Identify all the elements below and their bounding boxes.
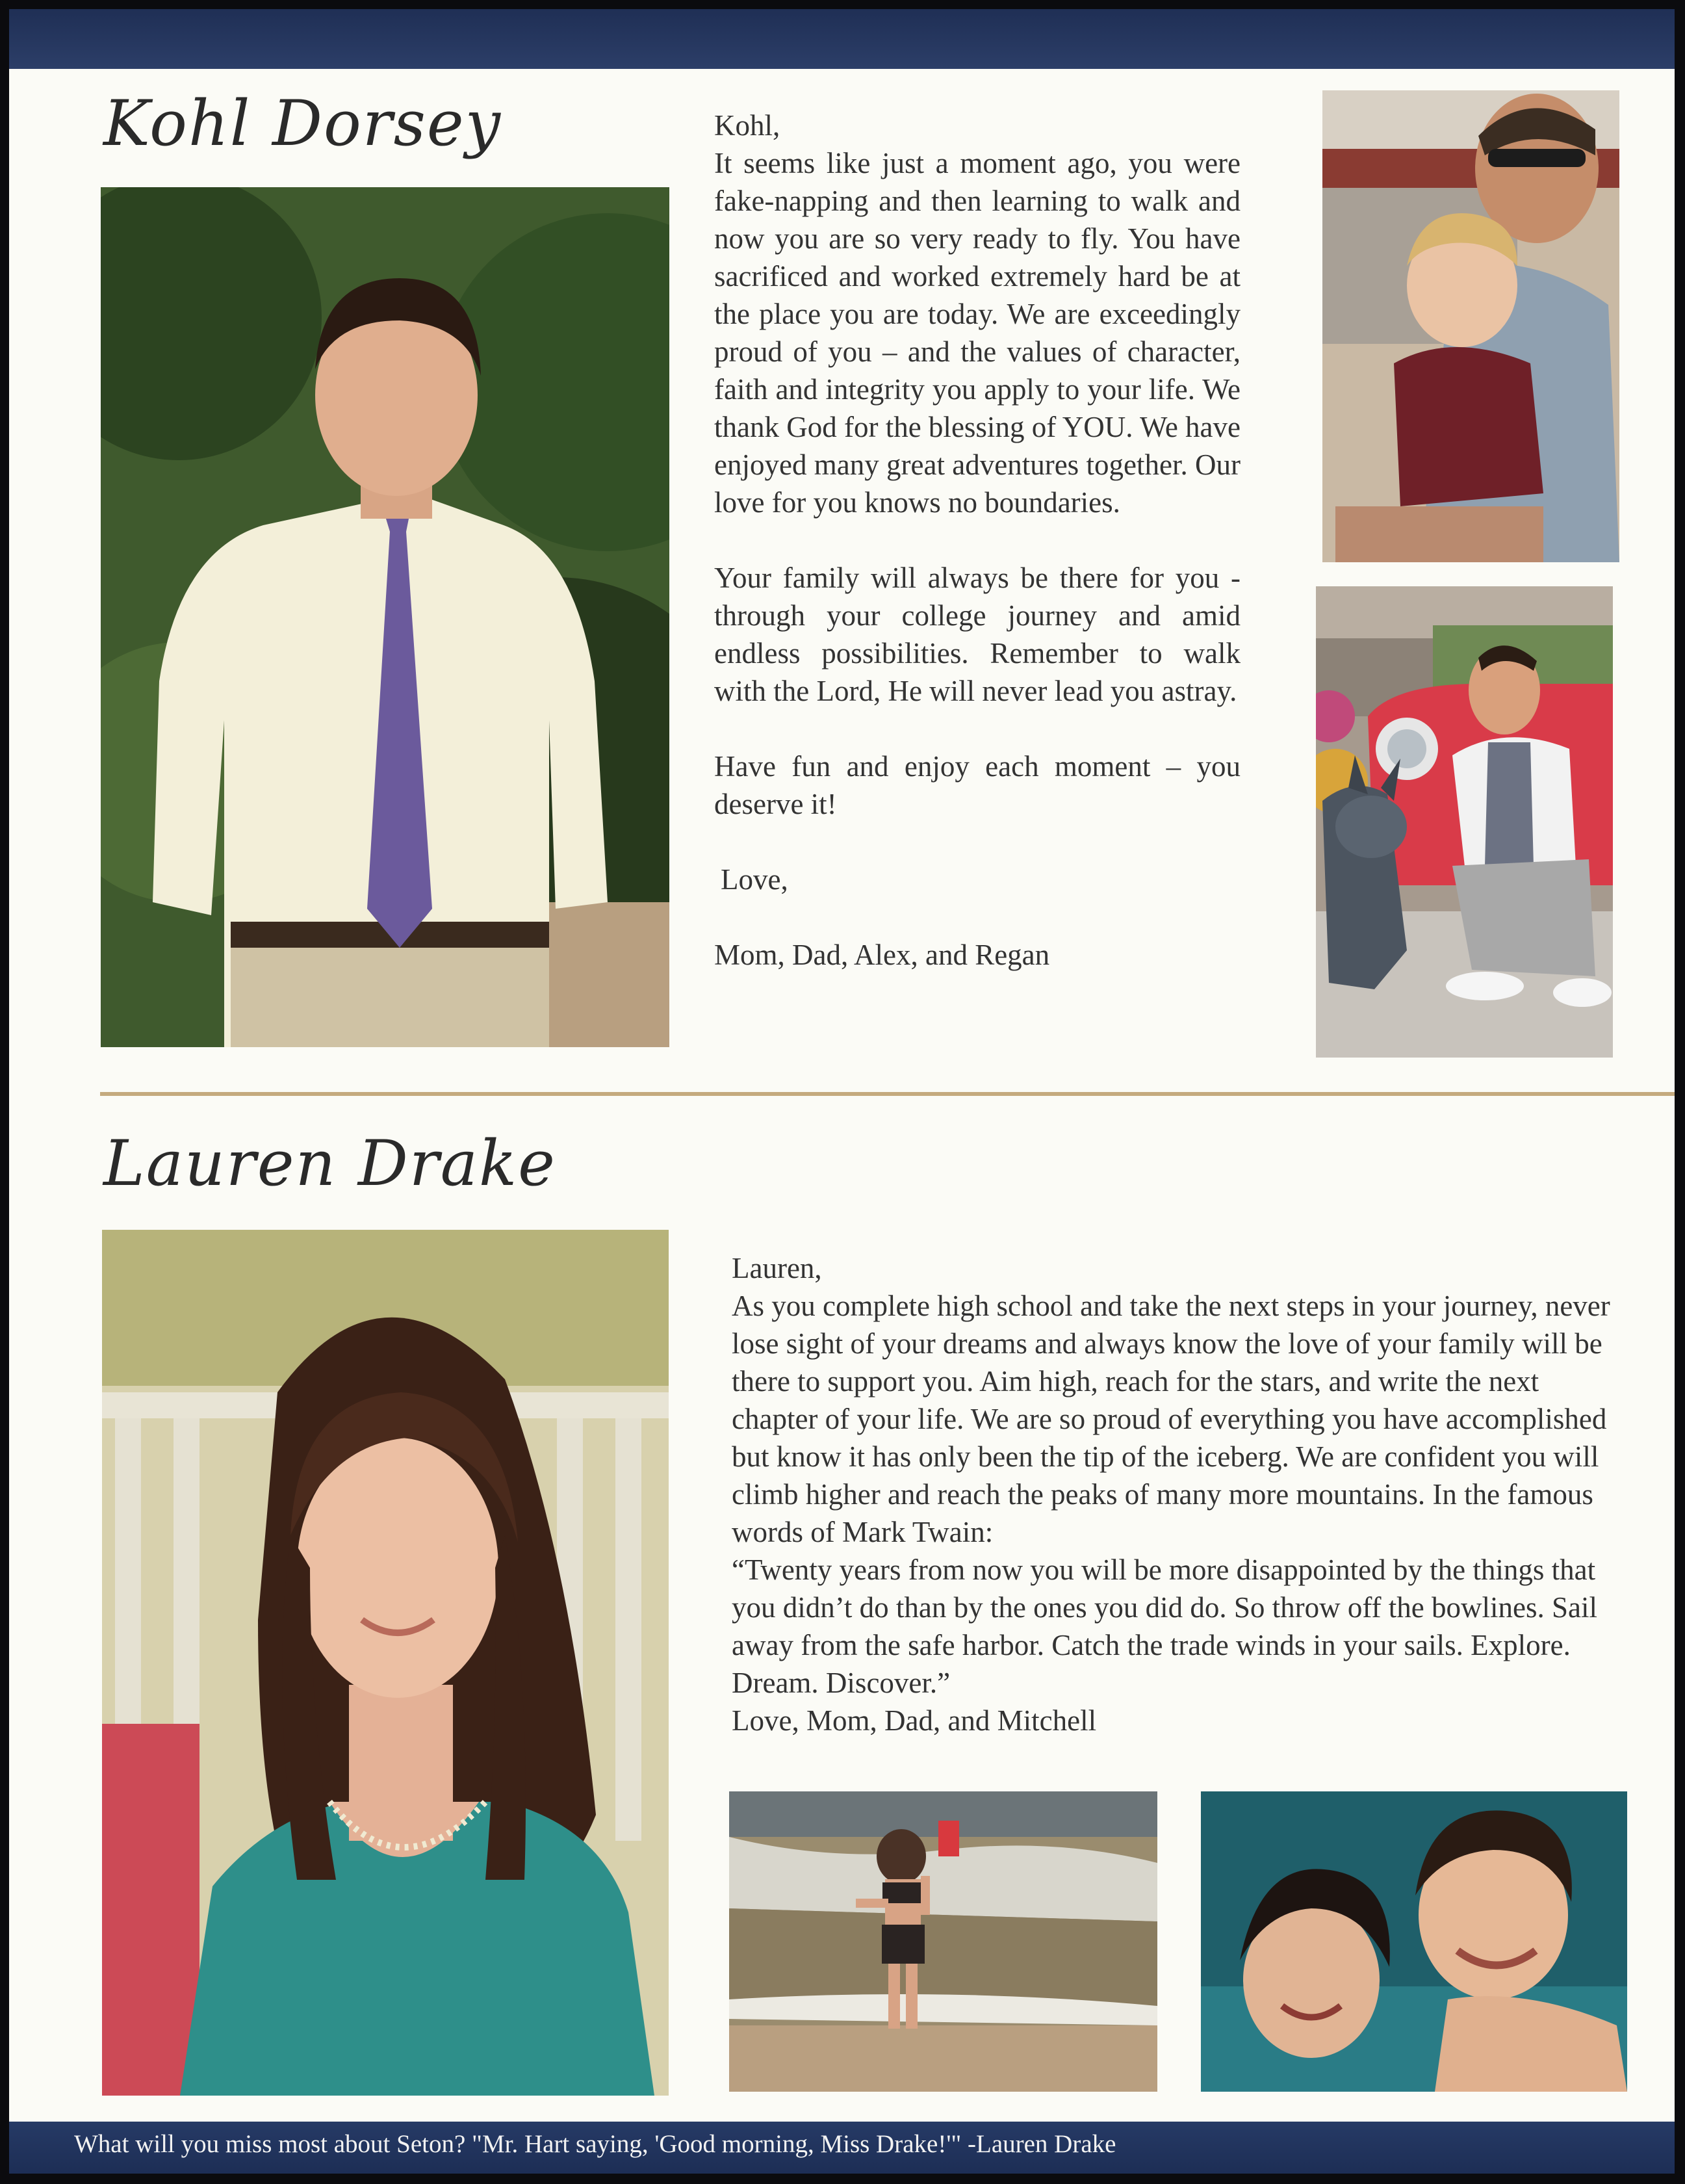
lauren-signature: Love, Mom, Dad, and Mitchell [732,1704,1097,1737]
lauren-twain-quote: “Twenty years from now you will be more disappointed by the things that you didn’t do than by the ones you did do. So throw off the bowlines. Sail away from the safe harbor. Catch the trade winds in your sails. Explore. Dream. Discover.” [732,1554,1598,1699]
kohl-portrait-photo [101,187,669,1047]
kohl-car-dog-photo [1316,586,1613,1058]
kohl-paragraph-2: Your family will always be there for you - through your college journey and amid endless possibilities. Remember to walk with the Lord, He will never lead you astray. [714,562,1241,707]
kohl-signature: Mom, Dad, Alex, and Regan [714,939,1050,971]
kohl-greeting: Kohl, [714,109,780,142]
lauren-pool-siblings-photo [1201,1791,1627,2092]
lauren-letter [732,1249,1615,1739]
kohl-childhood-stadium-photo [1322,90,1619,562]
section-divider [100,1092,1675,1096]
kohl-letter [714,107,1241,974]
senior-name-lauren: Lauren Drake [103,1127,556,1200]
senior-name-kohl: Kohl Dorsey [103,87,502,160]
top-band [9,9,1675,69]
kohl-paragraph-3: Have fun and enjoy each moment – you deserve it! [714,750,1241,820]
kohl-closing: Love, [721,863,788,896]
kohl-paragraph-1: It seems like just a moment ago, you were fake-napping and then learning to walk and now you are so very ready to fly. You have sacrificed and worked extremely hard be at the place you are today. We are exceedingly proud of you – and the values of character, faith and integrity you apply to your life. We thank God for the blessing of YOU. We have enjoyed many great adventures together. Our love for you knows no boundaries. [714,147,1241,519]
yearbook-page [9,9,1675,2174]
footer-quote: What will you miss most about Seton? "Mr. Hart saying, 'Good morning, Miss Drake!'" -Lauren Drake [74,2130,1116,2158]
lauren-body: As you complete high school and take the next steps in your journey, never lose sight of your dreams and always know the love of your family will be there to support you. Aim high, reach for the stars, and write the next chapter of your life. We are so proud of everything you have accomplished but know it has only been the tip of the iceberg. We are confident you will climb higher and reach the peaks of many more mountains. In the famous words of Mark Twain: [732,1290,1610,1548]
lauren-greeting: Lauren, [732,1252,822,1284]
lauren-portrait-photo [102,1230,669,2096]
lauren-beach-photo [729,1791,1157,2092]
